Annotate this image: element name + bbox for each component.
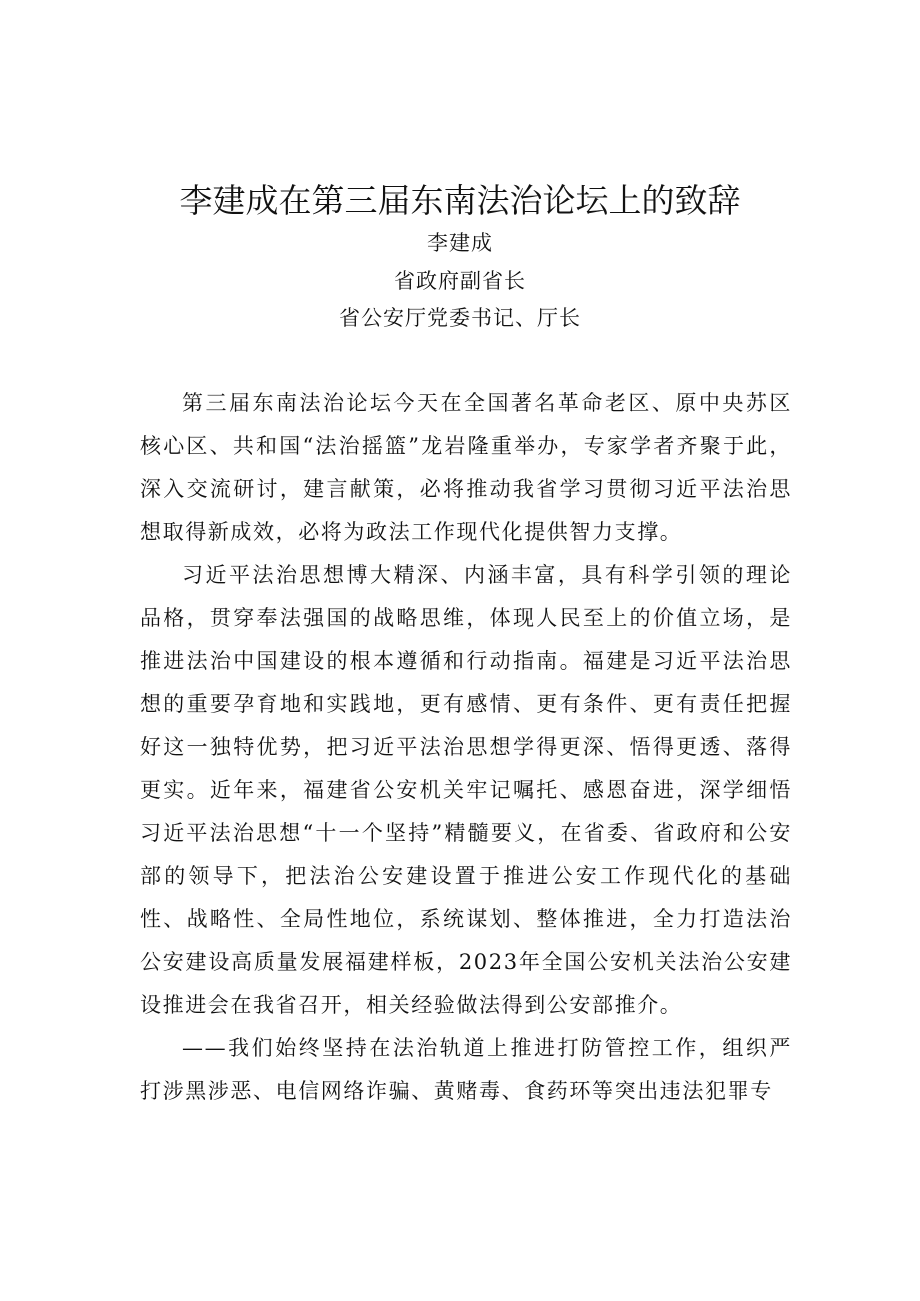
author-name: 李建成 (427, 231, 493, 255)
paragraph-3: ——我们始终坚持在法治轨道上推进打防管控工作，组织严打涉黑涉恶、电信网络诈骗、黄赌毒、食药环等突出违法犯罪专 (140, 1036, 792, 1103)
document-title: 李建成在第三届东南法治论坛上的致辞 (179, 181, 741, 220)
paragraph-2: 习近平法治思想博大精深、内涵丰富，具有科学引领的理论品格，贯穿奉法强国的战略思维，体现人民至上的价值立场，是推进法治中国建设的根本遵循和行动指南。福建是习近平法治思想的重要孕育地和实践地，更有感情、更有条件、更有责任把握好这一独特优势，把习近平法治思想学得更深、悟得更透、落得更实。近年来，福建省公安机关牢记嘱托、感恩奋进，深学细悟习近平法治思想“十一个坚持”精髓要义，在省委、省政府和公安部的领导下，把法治公安建设置于推进公安工作现代化的基础性、战略性、全局性地位，系统谋划、整体推进，全力打造法治公安建设高质量发展福建样板，2023年全国公安机关法治公安建设推进会在我省召开，相关经验做法得到公安部推介。 (140, 563, 792, 1017)
paragraph-1: 第三届东南法治论坛今天在全国著名革命老区、原中央苏区核心区、共和国“法治摇篮”龙岩隆重举办，专家学者齐聚于此，深入交流研讨，建言献策，必将推动我省学习贯彻习近平法治思想取得新成效，必将为政法工作现代化提供智力支撑。 (140, 391, 792, 544)
document-body (140, 382, 792, 1113)
author-position-2: 省公安厅党委书记、厅长 (339, 306, 581, 330)
author-position-1: 省政府副省长 (394, 269, 526, 293)
